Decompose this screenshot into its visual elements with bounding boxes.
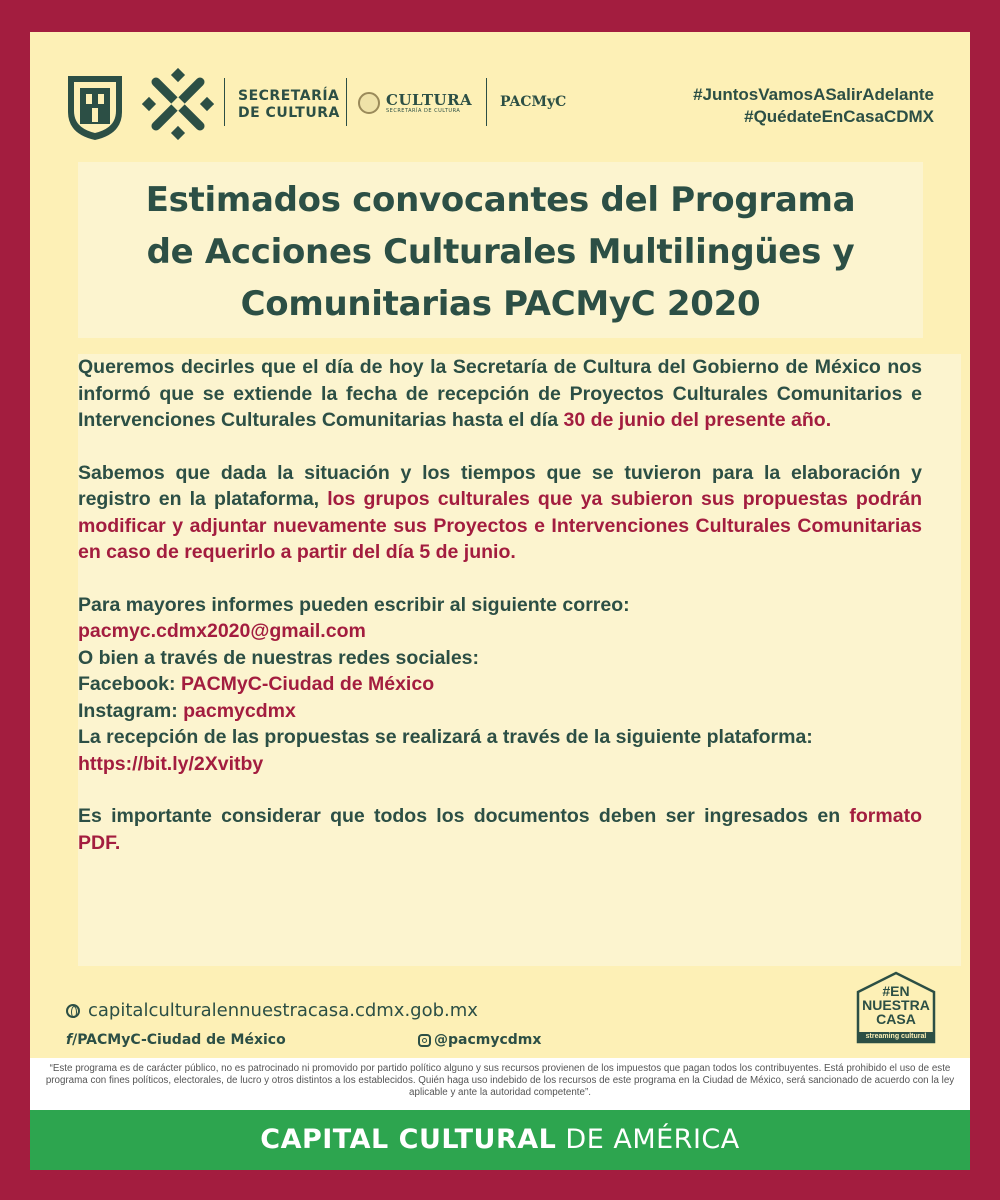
paragraph: Es importante considerar que todos los documentos deben ser ingresados en formato PDF. [78,805,922,854]
body-box [78,354,961,966]
divider [224,78,225,126]
instagram-icon [418,1034,431,1047]
platform-link[interactable]: https://bit.ly/2Xvitby [78,752,264,775]
facebook-icon: f [66,1032,73,1048]
facebook-line: Facebook: PACMyC-Ciudad de México [78,673,435,695]
pacmyc-logo: PACMyC [500,94,567,110]
contact-intro: Para mayores informes pueden escribir al siguiente correo: [78,593,630,616]
hashtag: #JuntosVamosASalirAdelante [693,85,934,104]
announcement-text [78,354,922,856]
secretaria-logo-text: SECRETARÍA DE CULTURA [238,88,340,121]
globe-icon [66,1004,80,1018]
social-intro: O bien a través de nuestras redes sociales: [78,646,480,669]
capital-cultural-tagline: CAPITAL CULTURAL DE AMÉRICA [260,1124,740,1155]
paragraph: Sabemos que dada la situación y los tiempos que se tuvieron para la elaboración y registro en la plataforma, los grupos culturales que ya subieron sus propuestas podrán modificar y adjuntar nuevamente sus Proyectos e Intervenciones Culturales Comunitarias en caso de requerirlo a partir del día 5 de junio. [78,461,922,563]
bottom-banner [30,1110,970,1170]
divider [346,78,347,126]
platform-text: La recepción de las propuestas se realizará a través de la siguiente plataforma: [78,726,813,748]
page-title: Estimados convocantes del Programa de Acciones Culturales Multilingües y Comunitarias PACMyC 2020 [145,180,856,324]
email-link[interactable]: pacmyc.cdmx2020@gmail.com [78,620,366,642]
disclaimer-strip [30,1058,970,1110]
cultura-logo: CULTURA SECRETARÍA DE CULTURA [358,92,472,114]
hashtags [693,84,934,128]
instagram-line: Instagram: pacmycdmx [78,699,296,722]
instagram-link[interactable]: pacmycdmx [183,699,296,722]
en-nuestra-casa-badge: #EN NUESTRA CASA streaming cultural [854,970,938,1046]
facebook-link[interactable]: PACMyC-Ciudad de México [180,673,435,695]
footer-instagram-link[interactable]: @pacmycdmx [418,1032,541,1048]
header [30,32,970,162]
cultura-seal-icon [358,92,380,114]
city-shield-icon [66,72,124,142]
website-link[interactable]: capitalculturalennuestracasa.cdmx.gob.mx [66,1000,478,1021]
cdmx-x-logo-icon [142,68,214,140]
hashtag: #QuédateEnCasaCDMX [744,107,934,126]
paragraph: Queremos decirles que el día de hoy la Secretaría de Cultura del Gobierno de México nos informó que se extiende la fecha de recepción de Proyectos Culturales Comunitarios e Intervenciones Culturales Comunitarias hasta el día 30 de junio del presente año. [78,356,922,431]
legal-disclaimer: “Este programa es de carácter público, no es patrocinado ni promovido por partido político alguno y sus recursos provienen de los impuestos que pagan todos los contribuyentes. Está prohibido el uso de este programa con fines políticos, electorales, de lucro y otros distintos a los establecidos. Quién haga uso indebido de los recursos de este programa en la Ciudad de México, será sancionado de acuerdo con la ley aplicable y ante la autoridad competente”. [45,1063,955,1098]
divider [486,78,487,126]
poster-panel [30,32,970,1170]
title-box [78,162,923,338]
footer-facebook-link[interactable]: f/PACMyC-Ciudad de México [66,1032,286,1048]
